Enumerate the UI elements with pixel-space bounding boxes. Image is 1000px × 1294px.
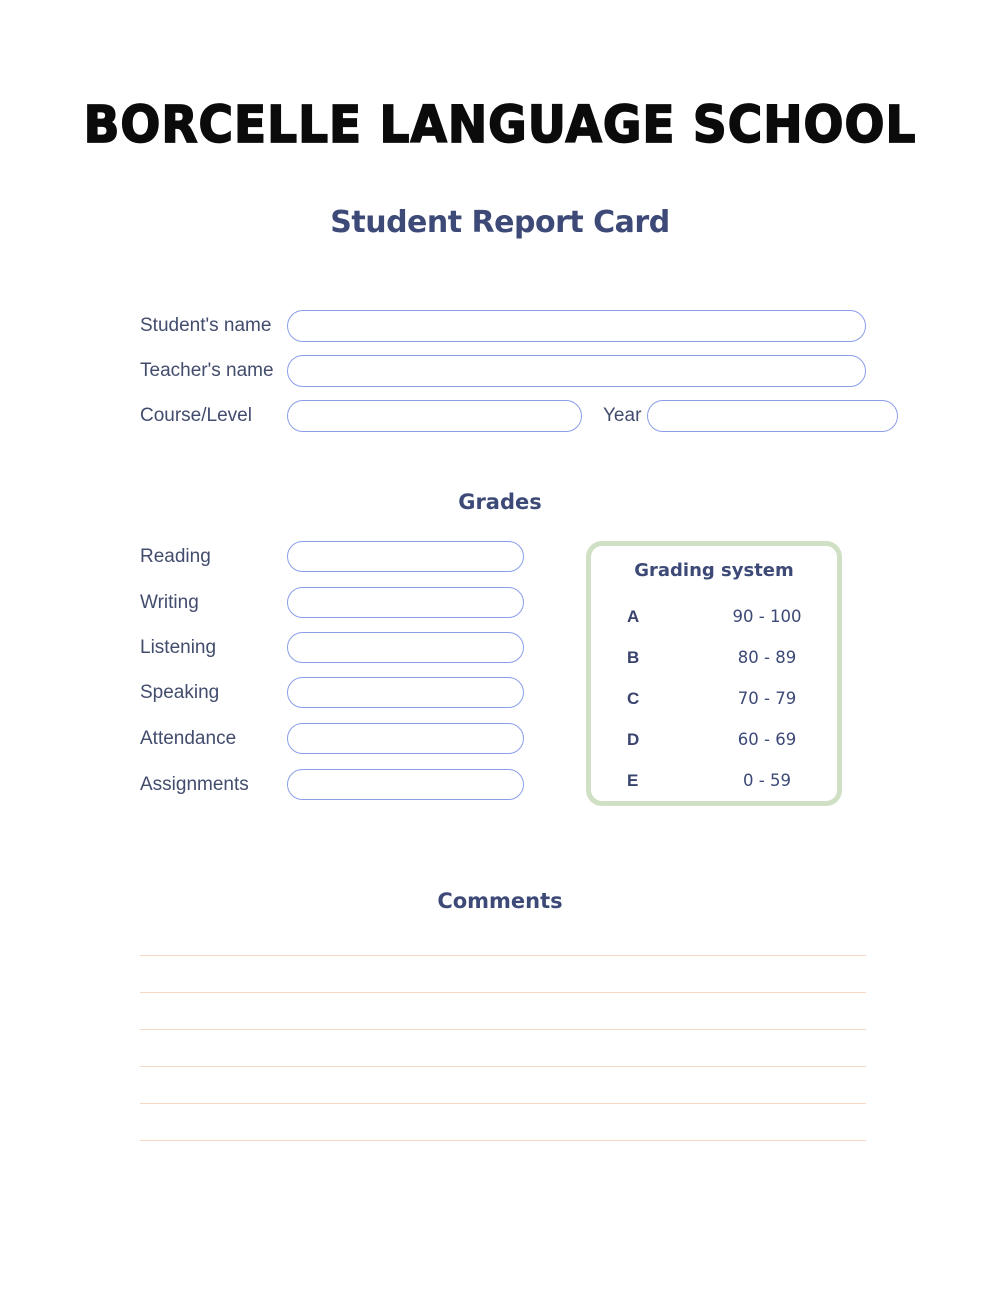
comment-line	[140, 1066, 866, 1067]
student-name-row	[140, 310, 866, 342]
attendance-grade-row	[140, 723, 476, 754]
student-name-input[interactable]	[287, 310, 866, 342]
comment-line	[140, 1140, 866, 1141]
writing-grade-input[interactable]	[287, 587, 524, 618]
course-level-label: Course/Level	[140, 405, 252, 426]
attendance-label: Attendance	[140, 728, 237, 749]
course-level-input[interactable]	[287, 400, 582, 432]
grade-letter: B	[627, 647, 640, 667]
year-input[interactable]	[647, 400, 898, 432]
course-year-row	[140, 400, 866, 432]
page-title: Student Report Card	[330, 205, 670, 240]
grade-range: 60 - 69	[737, 730, 797, 749]
writing-label: Writing	[140, 592, 199, 613]
grade-letter: D	[627, 729, 640, 749]
speaking-grade-row	[140, 677, 476, 708]
speaking-grade-input[interactable]	[287, 677, 524, 708]
grading-row-b	[591, 637, 837, 678]
grading-system-box	[586, 541, 842, 806]
reading-grade-row	[140, 541, 476, 572]
writing-grade-row	[140, 587, 476, 618]
reading-label: Reading	[140, 546, 211, 567]
comment-line	[140, 1029, 866, 1030]
teacher-name-row	[140, 355, 866, 387]
grading-row-a	[591, 596, 837, 637]
reading-grade-input[interactable]	[287, 541, 524, 572]
school-title: BORCELLE LANGUAGE SCHOOL	[83, 95, 917, 156]
listening-grade-row	[140, 632, 476, 663]
comment-lines	[140, 955, 866, 1178]
comment-line	[140, 955, 866, 956]
attendance-grade-input[interactable]	[287, 723, 524, 754]
grade-range: 70 - 79	[737, 689, 797, 708]
assignments-label: Assignments	[140, 774, 249, 795]
year-label: Year	[603, 405, 642, 426]
teacher-name-label: Teacher's name	[140, 360, 274, 381]
comment-line	[140, 992, 866, 993]
grading-system-heading: Grading system	[634, 560, 794, 581]
teacher-name-input[interactable]	[287, 355, 866, 387]
assignments-grade-row	[140, 769, 476, 800]
grade-letter: A	[627, 606, 640, 626]
speaking-label: Speaking	[140, 682, 220, 703]
grading-row-c	[591, 678, 837, 719]
assignments-grade-input[interactable]	[287, 769, 524, 800]
grades-heading: Grades	[458, 490, 542, 514]
comments-heading: Comments	[437, 889, 563, 913]
listening-label: Listening	[140, 637, 217, 658]
grade-range: 0 - 59	[743, 771, 791, 790]
grade-letter: E	[627, 770, 639, 790]
student-name-label: Student's name	[140, 315, 272, 336]
grade-letter: C	[627, 688, 640, 708]
comment-line	[140, 1103, 866, 1104]
grading-row-d	[591, 719, 837, 760]
grading-row-e	[591, 760, 837, 801]
grade-range: 80 - 89	[737, 648, 797, 667]
grade-range: 90 - 100	[732, 607, 802, 626]
listening-grade-input[interactable]	[287, 632, 524, 663]
